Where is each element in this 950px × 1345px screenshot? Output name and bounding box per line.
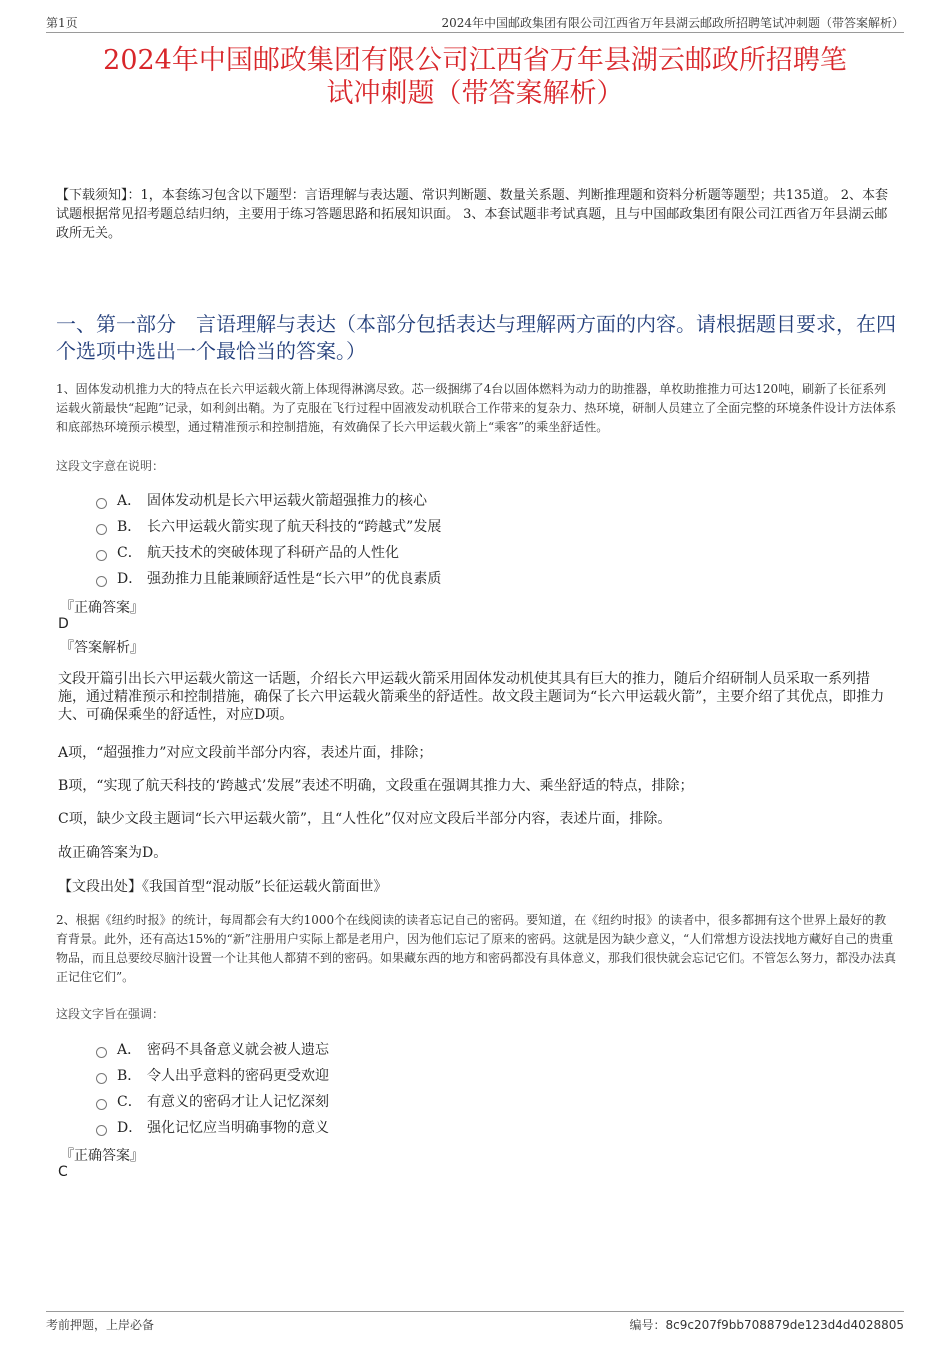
header-doc-title: 2024年中国邮政集团有限公司江西省万年县湖云邮政所招聘笔试冲刺题（带答案解析） — [441, 16, 904, 30]
question-2-answer-label: 『正确答案』 — [60, 1148, 144, 1164]
page-header — [46, 12, 904, 33]
question-2-answer: C — [58, 1164, 68, 1180]
download-notice: 【下载须知】：1，本套练习包含以下题型：言语理解与表达题、常识判断题、数量关系题、判断推理题和资料分析题等题型；共135道。 2、本套试题根据常见招考题总结归纳，主要用于练习答题思路和拓展知识面。 3、本套试题非考试真题，且与中国邮政集团有限公司江西省万年县湖云邮政所无关。 — [56, 188, 888, 241]
question-1-answer-label: 『正确答案』 — [60, 600, 144, 616]
section-heading — [56, 311, 898, 365]
question-1-answer: D — [58, 616, 69, 632]
question-2-option-a[interactable]: A． 密码不具备意义就会被人遗忘 — [96, 1036, 696, 1062]
question-2-option-d[interactable]: D． 强化记忆应当明确事物的意义 — [96, 1114, 696, 1140]
question-1-prompt: 这段文字意在说明： — [56, 459, 165, 473]
radio-icon[interactable] — [96, 1099, 107, 1110]
question-2-options — [96, 1036, 696, 1140]
question-1-analysis-label: 『答案解析』 — [60, 640, 144, 656]
question-1-analysis: 文段开篇引出长六甲运载火箭这一话题，介绍长六甲运载火箭采用固体发动机使其具有巨大的推力，随后介绍研制人员采取一系列措施，通过精准预示和控制措施，确保了长六甲运载火箭乘坐的舒适性。故文段主题词为“长六甲运载火箭”，主要介绍了其优点，即推力大、可确保乘坐的舒适性，对应D项。 — [58, 671, 885, 723]
radio-icon[interactable] — [96, 524, 107, 535]
radio-icon[interactable] — [96, 1125, 107, 1136]
title-line-2: 试冲刺题（带答案解析） — [326, 78, 624, 109]
page-number: 第1页 — [46, 16, 78, 30]
question-2-option-b[interactable]: B． 令人出乎意料的密码更受欢迎 — [96, 1062, 696, 1088]
question-1-option-b[interactable]: B． 长六甲运载火箭实现了航天科技的“跨越式”发展 — [96, 513, 696, 539]
question-1-text: 1、固体发动机推力大的特点在长六甲运载火箭上体现得淋漓尽致。芯一级捆绑了4台以固体燃料为动力的助推器，单枚助推推力可达120吨，刷新了长征系列运载火箭最快“起跑”记录，如利剑出鞘。为了克服在飞行过程中固液发动机联合工作带来的复杂力、热环境，研制人员建立了全面完整的环境条件设计方法体系和底部热环境预示模型，通过精准预示和控制措施，有效确保了长六甲运载火箭上“乘客”的乘坐舒适性。 — [56, 382, 897, 434]
question-1-source: 【文段出处】《我国首型“混动版”长征运载火箭面世》 — [58, 879, 388, 895]
question-1-option-a[interactable]: A． 固体发动机是长六甲运载火箭超强推力的核心 — [96, 487, 696, 513]
title-line-1: 2024年中国邮政集团有限公司江西省万年县湖云邮政所招聘笔 — [103, 45, 847, 76]
radio-icon[interactable] — [96, 498, 107, 509]
radio-icon[interactable] — [96, 550, 107, 561]
question-1-option-c[interactable]: C． 航天技术的突破体现了科研产品的人性化 — [96, 539, 696, 565]
question-1-conclusion: 故正确答案为D。 — [58, 845, 168, 861]
section-description: 言语理解与表达（本部分包括表达与理解两方面的内容。请根据题目要求，在四个选项中选出一个最恰当的答案。） — [56, 312, 896, 363]
radio-icon[interactable] — [96, 1047, 107, 1058]
question-1-analysis-b: B项，“实现了航天科技的‘跨越式’发展”表述不明确，文段重在强调其推力大、乘坐舒适的特点，排除； — [58, 778, 694, 794]
question-1-option-d[interactable]: D． 强劲推力且能兼顾舒适性是“长六甲”的优良素质 — [96, 565, 696, 591]
question-1-analysis-a: A项，“超强推力”对应文段前半部分内容，表述片面，排除； — [58, 745, 433, 761]
question-2-prompt: 这段文字旨在强调： — [56, 1007, 165, 1021]
question-2-text: 2、根据《纽约时报》的统计，每周都会有大约1000个在线阅读的读者忘记自己的密码。要知道，在《纽约时报》的读者中，很多都拥有这个世界上最好的教育背景。此外，还有高达15%的“新”注册用户实际上都是老用户，因为他们忘记了原来的密码。这就是因为缺少意义，“人们常想方设法找地方藏好自己的贵重物品，而且总要绞尽脑汁设置一个让其他人都猜不到的密码。如果藏东西的地方和密码都没有具体意义，那我们很快就会忘记它们。不管怎么努力，都没办法真正记住它们”。 — [56, 913, 897, 984]
page-title — [46, 44, 904, 110]
footer-code: 编号：8c9c207f9bb708879de123d4d4028805 — [629, 1318, 904, 1332]
question-2-option-c[interactable]: C． 有意义的密码才让人记忆深刻 — [96, 1088, 696, 1114]
question-1-options — [96, 487, 696, 591]
footer-slogan: 考前押题，上岸必备 — [46, 1318, 155, 1332]
page-footer — [46, 1311, 904, 1332]
radio-icon[interactable] — [96, 576, 107, 587]
question-1-analysis-c: C项，缺少文段主题词“长六甲运载火箭”，且“人性化”仅对应文段后半部分内容，表述片面，排除。 — [58, 811, 672, 827]
section-part: 一、第一部分 — [56, 312, 176, 336]
radio-icon[interactable] — [96, 1073, 107, 1084]
